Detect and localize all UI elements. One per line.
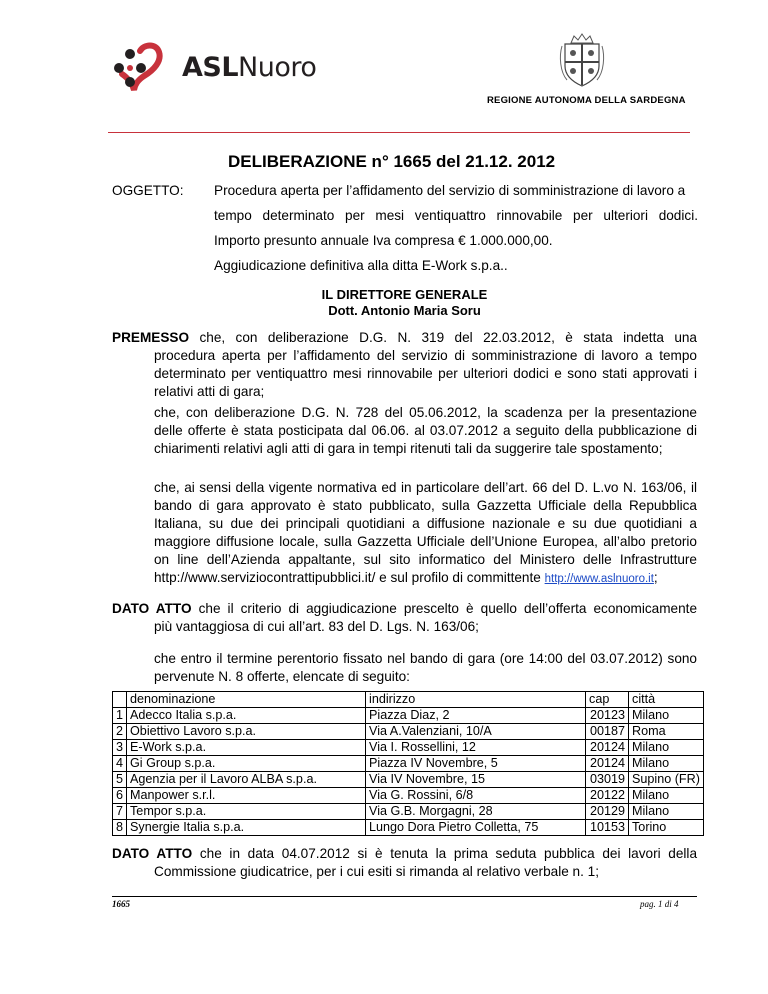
cell-row-number: 1 [113,708,127,724]
footer-divider [112,896,697,897]
asl-website-link[interactable]: http://www.aslnuoro.it [544,573,654,585]
oggetto-line-4: Aggiudicazione definitiva alla ditta E-Work s.p.a.. [214,258,508,273]
cell-city: Milano [629,804,704,820]
cell-address: Lungo Dora Pietro Colletta, 75 [366,820,586,836]
cell-row-number: 2 [113,724,127,740]
logo-bold-text: ASL [182,52,239,83]
dato-atto-2-lead: DATO ATTO [112,846,193,861]
table-row [113,724,704,740]
cell-company-name: Gi Group s.p.a. [127,756,366,772]
dato-atto-2-rest: Commissione giudicatrice, per i cui esiti si rimanda al relativo verbale n. 1; [154,864,600,879]
cell-row-number: 4 [113,756,127,772]
table-row [113,772,704,788]
premesso-link-suffix: ; [653,570,658,585]
cell-postal-code: 20124 [586,740,629,756]
table-header-row [113,692,704,708]
cell-city: Milano [629,756,704,772]
cell-address: Via I. Rossellini, 12 [366,740,586,756]
premesso-paragraph-1: procedura aperta per l’affidamento del servizio di somministrazione di lavoro a tempo determinato per ventiquattro mesi rinnovabile per ulteriori dodici e sono stati approvati i relativi atti di gara; [154,348,697,399]
dato-atto-2-first-text: che in data 04.07.2012 si è tenuta la prima seduta pubblica dei lavori della [192,846,698,861]
cell-company-name: Tempor s.p.a. [127,804,366,820]
oggetto-label: OGGETTO: [112,183,184,198]
region-name: REGIONE AUTONOMA DELLA SARDEGNA [487,95,686,106]
premesso-lead: PREMESSO [112,330,190,345]
dato-atto-1-rest: più vantaggiosa di cui all’art. 83 del D. Lgs. N. 163/06; [154,619,479,634]
cell-postal-code: 00187 [586,724,629,740]
logo-light-text: Nuoro [238,52,317,83]
cell-postal-code: 20124 [586,756,629,772]
cell-postal-code: 20129 [586,804,629,820]
premesso-first-text: che, con deliberazione D.G. N. 319 del 22.03.2012, è stata indetta una [189,330,697,345]
cell-company-name: Synergie Italia s.p.a. [127,820,366,836]
oggetto-line-1: Procedura aperta per l’affidamento del servizio di somministrazione di lavoro a [214,183,686,198]
table-row [113,788,704,804]
footer-page-number: pag. 1 di 4 [640,899,679,909]
oggetto-line-2: tempo determinato per mesi ventiquattro rinnovabile per ulteriori dodici. [214,208,698,223]
premesso-paragraph-2: che, con deliberazione D.G. N. 728 del 05.06.2012, la scadenza per la presentazione delle offerte è stata posticipata dal 06.06. al 03.07.2012 a seguito della pubblicazione di chiarimenti relativi agli atti di gara in tempi ritenuti tali da suggerire tale spostamento; [154,405,697,456]
cell-row-number: 6 [113,788,127,804]
cell-postal-code: 20122 [586,788,629,804]
table-row [113,756,704,772]
cell-city: Supino (FR) [629,772,704,788]
cell-address: Via A.Valenziani, 10/A [366,724,586,740]
table-row [113,740,704,756]
premesso-paragraph-3 [154,479,697,588]
cell-row-number: 3 [113,740,127,756]
cell-postal-code: 20123 [586,708,629,724]
cell-address: Via G. Rossini, 6/8 [366,788,586,804]
dato-atto-1-first-line [112,600,697,618]
premesso-paragraph-3-text: che, ai sensi della vigente normativa ed in particolare dell’art. 66 del D. L.vo N. 163/06, il bando di gara approvato è stato pubblicato, sulla Gazzetta Ufficiale della Repubblica Italiana, su due dei principali quotidiani a diffusione nazionale e su due quotidiani a maggiore diffusione locale, sulla Gazzetta Ufficiale dell’Unione Europea, all’albo pretorio on line dell’Azienda appaltante, sul sito informatico del Ministero delle Infrastrutture http://www.serviziocontrattipubblici.it/ e sul profilo di committente [154,480,697,585]
dato-atto-2-first-line [112,845,697,863]
asl-logo [104,42,317,96]
premesso-first-line [112,329,697,347]
cell-city: Milano [629,708,704,724]
cell-address: Via G.B. Morgagni, 28 [366,804,586,820]
director-title: IL DIRETTORE GENERALE [321,287,488,302]
cell-company-name: Agenzia per il Lavoro ALBA s.p.a. [127,772,366,788]
dato-atto-1-first-text: che il criterio di aggiudicazione prescelto è quello dell’offerta economicamente [191,601,697,616]
cell-address: Piazza IV Novembre, 5 [366,756,586,772]
cell-company-name: Manpower s.r.l. [127,788,366,804]
page-title: DELIBERAZIONE n° 1665 del 21.12. 2012 [228,152,556,171]
header-city: città [629,692,704,708]
cell-row-number: 7 [113,804,127,820]
cell-row-number: 8 [113,820,127,836]
cell-city: Milano [629,788,704,804]
header-row-number [113,692,127,708]
region-emblem [557,32,607,88]
oggetto-line-3: Importo presunto annuale Iva compresa € 1.000.000,00. [214,233,553,248]
header-company-name: denominazione [127,692,366,708]
cell-company-name: E-Work s.p.a. [127,740,366,756]
cell-postal-code: 03019 [586,772,629,788]
cell-company-name: Adecco Italia s.p.a. [127,708,366,724]
offers-table [112,691,704,836]
cell-row-number: 5 [113,772,127,788]
table-row [113,804,704,820]
cell-address: Piazza Diaz, 2 [366,708,586,724]
footer-doc-number: 1665 [112,899,130,909]
table-row [113,708,704,724]
sardinia-coat-of-arms-icon [557,32,607,88]
cell-city: Milano [629,740,704,756]
header-divider [108,132,690,133]
director-name: Dott. Antonio Maria Soru [328,303,481,318]
cell-city: Torino [629,820,704,836]
header-postal-code: cap [586,692,629,708]
table-row [113,820,704,836]
cell-company-name: Obiettivo Lavoro s.p.a. [127,724,366,740]
dato-atto-1-paragraph-2: che entro il termine perentorio fissato nel bando di gara (ore 14:00 del 03.07.2012) sono pervenute N. 8 offerte, elencate di seguito: [154,651,697,684]
cell-city: Roma [629,724,704,740]
dato-atto-1-lead: DATO ATTO [112,601,192,616]
cell-postal-code: 10153 [586,820,629,836]
cell-address: Via IV Novembre, 15 [366,772,586,788]
header-address: indirizzo [366,692,586,708]
asl-heart-cross-icon [104,42,174,96]
